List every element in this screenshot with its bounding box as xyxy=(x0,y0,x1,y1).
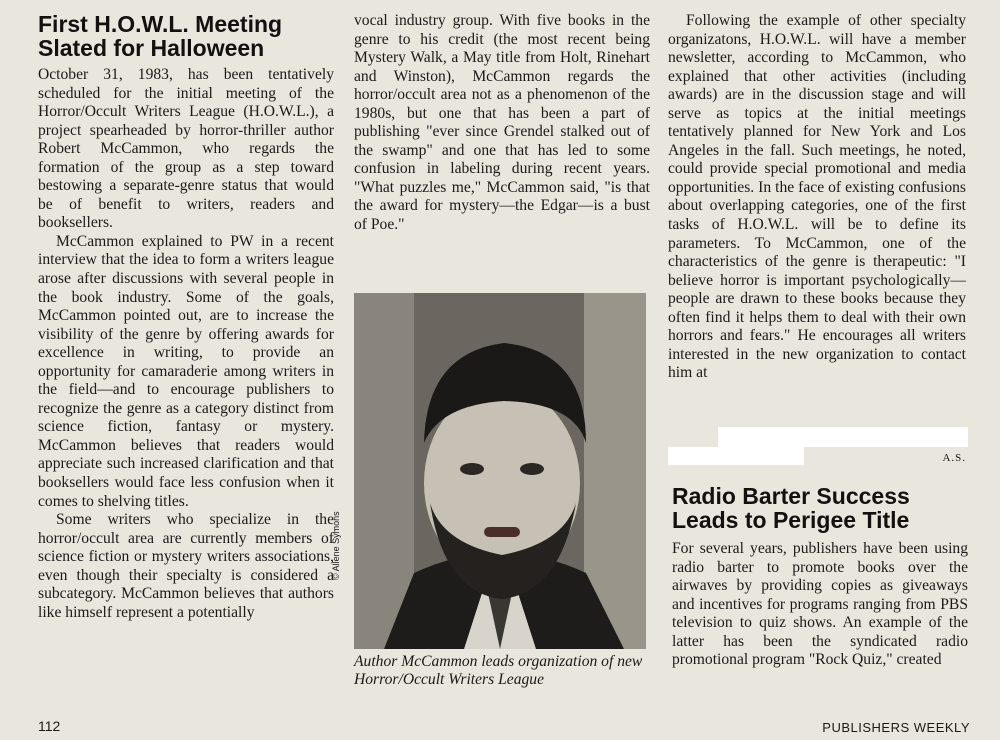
photo-caption: Author McCammon leads organization of new Horror/Occult Writers League xyxy=(354,653,643,688)
author-initials: A.S. xyxy=(942,452,966,464)
article-paragraph: October 31, 1983, has been tentatively scheduled for the initial meeting of the Horror/Occult Writers League (H.O.W.L.), a project spearheaded by horror-thriller author Robert McCammon, who regards the formation of the group as a step toward bestowing a separate-genre status that would be of benefit to writers, readers and booksellers. xyxy=(38,66,334,232)
article-2-body xyxy=(672,540,968,670)
article-2-header xyxy=(672,484,968,538)
article-headline: Radio Barter Success Leads to Perigee Title xyxy=(672,483,910,533)
redaction-block xyxy=(718,427,968,447)
article-paragraph: For several years, publishers have been using radio barter to promote books over the airwaves by providing copies as giveaways and incentives for programs ranging from PBS television to quiz shows. An example of the latter has been the syndicated radio promotional program "Rock Quiz," created xyxy=(672,540,968,669)
article-paragraph: McCammon explained to PW in a recent interview that the idea to form a writers league arose after discussions with several people in the book industry. Some of the goals, McCammon pointed out, are to increase the visibility of the genre by offering awards for excellence in writing, to provide an opportunity for camaraderie among writers in the field—and to encourage publishers to recognize the genre as a category distinct from science fiction, fantasy or mystery. McCammon believes that readers would appreciate such increased clarification and that booksellers would face less confusion when it comes to shelving titles. xyxy=(38,232,334,510)
author-photo xyxy=(354,293,646,649)
photo-credit: © Allene Symons xyxy=(331,511,341,580)
article-paragraph: Following the example of other specialty organizatons, H.O.W.L. will have a member newsletter, according to McCammon, who explained that other activities (including awards) are in the discussion stage and will serve as topics at the initial meetings tentatively planned for New York and Los Angeles in the fall. Such meetings, he noted, could provide special promotional and media opportunities. In the face of existing confusions about overlapping categories, one of the first tasks of H.O.W.L. will be to define its parameters. To McCammon, one of the characteristics of the genre is therapeutic: "I believe horror is important psychologically—people are drawn to these books because they often find it helps them to deal with their own horrors and fears." He encourages all writers interested in the new organization to contact him at xyxy=(668,12,966,382)
article-paragraph: vocal industry group. With five books in the genre to his credit (the most recent being Mystery Walk, a May title from Holt, Rinehart and Winston), McCammon regards the horror/occult area not as a phenomenon of the 1980s, but one that has been a part of publishing "ever since Grendel stalked out of the swamp" and one that has led to some confusion in labeling during recent years. "What puzzles me," McCammon said, "is that the award for mystery—the Edgar—is a bust of Poe." xyxy=(354,12,650,234)
column-2 xyxy=(354,12,650,235)
column-1 xyxy=(38,12,334,622)
article-paragraph: Some writers who specialize in the horror/occult area are currently members of science fiction or mystery writers associations, even though their specialty is considered a subcategory. McCammon believes that authors like himself represent a potentially xyxy=(38,511,334,621)
publication-name: PUBLISHERS WEEKLY xyxy=(822,720,970,735)
article-headline: First H.O.W.L. Meeting Slated for Halloween xyxy=(38,11,283,61)
author-portrait-image xyxy=(354,293,646,649)
column-3 xyxy=(668,12,966,383)
page-number: 112 xyxy=(38,718,61,734)
